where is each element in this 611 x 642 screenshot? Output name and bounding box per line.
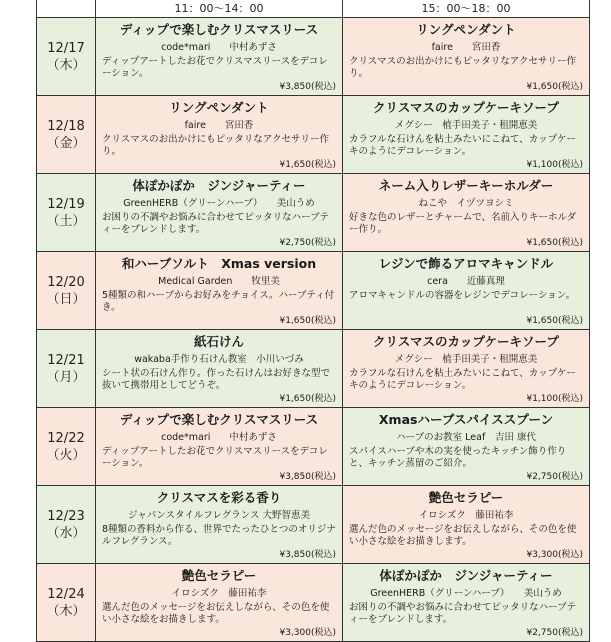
pm-workshop-cell (343, 564, 589, 641)
am-workshop-cell (96, 18, 343, 95)
date-cell (37, 18, 96, 95)
workshop-description: アロマキャンドルの容器をレジンでデコレーション。 (349, 290, 576, 301)
workshop-description: 好きな色のレザーとチャームで、名前入りキーホルダー作り。 (349, 212, 577, 235)
workshop-description: シート状の石けん作り。作った石けんはお好きな型で抜いて携帯用としてどうぞ。 (102, 368, 331, 391)
date-label: 12/17 (47, 40, 85, 56)
workshop-price: ¥3,300(税込) (279, 628, 336, 638)
workshop-instructor: ハーブのお教室 Leaf 吉田 康代 (396, 432, 536, 443)
header-date-column (37, 0, 96, 17)
workshop-description: ディップアートしたお花でクリスマスリースをデコレーション。 (102, 446, 328, 469)
date-cell (37, 330, 96, 407)
workshop-instructor: イロシズク 藤田祐李 (171, 588, 267, 599)
workshop-price: ¥1,650(税込) (279, 160, 336, 170)
date-cell (37, 96, 96, 173)
table-row (37, 564, 589, 642)
workshop-price: ¥2,750(税込) (526, 628, 583, 638)
workshop-title: 体ぽかぽか ジンジャーティー (132, 178, 306, 193)
workshop-price: ¥3,300(税込) (526, 550, 583, 560)
workshop-description: 8種類の香料から作る、世界でたったひとつのオリジナルフレグランス。 (102, 524, 336, 547)
table-row (37, 18, 589, 96)
table-header (37, 0, 589, 18)
workshop-instructor: faire 宮田香 (184, 120, 254, 131)
pm-workshop-cell (343, 18, 589, 95)
workshop-price: ¥3,850(税込) (279, 550, 336, 560)
am-workshop-cell (96, 174, 343, 251)
workshop-instructor: faire 宮田香 (431, 42, 501, 53)
date-label: 12/22 (47, 430, 85, 446)
workshop-title: レジンで飾るアロマキャンドル (378, 256, 554, 271)
date-label: 12/19 (47, 196, 85, 212)
weekday-label: （水） (46, 525, 86, 541)
workshop-price: ¥2,750(税込) (279, 238, 336, 248)
workshop-instructor: GreenHERB（グリーンハーブ） 美山うめ (370, 588, 562, 599)
pm-workshop-cell (343, 486, 589, 563)
workshop-price: ¥1,650(税込) (279, 316, 336, 326)
workshop-title: Xmasハーブスパイススプーン (378, 412, 554, 427)
workshop-instructor: GreenHERB（グリーンハーブ） 美山うめ (123, 198, 315, 209)
workshop-description: カラフルな石けんを粘土みたいにこねて、カップケーキのようにデコレーション。 (349, 134, 576, 157)
workshop-description: クリスマスのお出かけにもピッタリなアクセサリー作り。 (349, 56, 576, 79)
date-label: 12/21 (47, 352, 85, 368)
date-label: 12/24 (47, 586, 85, 602)
workshop-price: ¥1,650(税込) (279, 394, 336, 404)
pm-workshop-cell (343, 174, 589, 251)
table-row (37, 96, 589, 174)
workshop-title: 艶色セラピー (181, 568, 257, 583)
workshop-description: 5種類の和ハーブからお好みをチョイス。ハーブティ付き。 (102, 290, 335, 313)
workshop-instructor: code*mari 中村あずさ (161, 432, 277, 443)
workshop-price: ¥1,100(税込) (526, 394, 583, 404)
workshop-instructor: メグシー 植手田美子・租開恵美 (394, 120, 538, 131)
date-cell (37, 174, 96, 251)
schedule-table (36, 0, 590, 642)
am-workshop-cell (96, 564, 343, 641)
pm-workshop-cell (343, 330, 589, 407)
workshop-instructor: cera 近藤真理 (427, 276, 505, 287)
workshop-description: スパイスハーブや木の実を使ったキッチン飾り作りと、キッチン蒸留のご紹介。 (349, 446, 567, 469)
am-time-header: 11：00～14：00 (96, 0, 343, 17)
weekday-label: （木） (46, 603, 86, 619)
workshop-title: 和ハーブソルト Xmas version (121, 256, 317, 271)
am-workshop-cell (96, 252, 343, 329)
workshop-title: クリスマスのカップケーキソープ (373, 334, 559, 349)
weekday-label: （日） (46, 291, 86, 307)
date-label: 12/20 (47, 274, 85, 290)
table-row (37, 330, 589, 408)
weekday-label: （土） (46, 213, 86, 229)
workshop-instructor: ジャパンスタイルフレグランス 大野智恵美 (127, 510, 310, 521)
am-workshop-cell (96, 408, 343, 485)
workshop-price: ¥1,650(税込) (526, 82, 583, 92)
date-label: 12/18 (47, 118, 85, 134)
workshop-description: 選んだ色のメッセージをお伝えしながら、その色を使い小さな絵をお描きします。 (102, 602, 330, 625)
weekday-label: （火） (46, 447, 86, 463)
workshop-description: お困りの不調やお悩みに合わせてピッタリなハーブティーをブレンドします。 (102, 212, 330, 235)
date-cell (37, 252, 96, 329)
workshop-price: ¥1,650(税込) (526, 238, 583, 248)
table-row (37, 174, 589, 252)
workshop-instructor: メグシー 植手田美子・租開恵美 (394, 354, 538, 365)
date-label: 12/23 (47, 508, 85, 524)
workshop-description: 選んだ色のメッセージをお伝えしながら、その色を使い小さな絵をお描きします。 (349, 524, 577, 547)
date-cell (37, 564, 96, 641)
workshop-instructor: wakaba手作り石けん教室 小川いづみ (134, 354, 304, 365)
workshop-title: ディップで楽しむクリスマスリース (119, 22, 319, 37)
pm-workshop-cell (343, 408, 589, 485)
am-workshop-cell (96, 330, 343, 407)
workshop-title: 紙石けん (193, 334, 244, 349)
workshop-instructor: code*mari 中村あずさ (161, 42, 277, 53)
workshop-description: お困りの不調やお悩みに合わせてピッタリなハーブティーをブレンドします。 (349, 602, 577, 625)
workshop-instructor: イロシズク 藤田祐李 (418, 510, 514, 521)
workshop-price: ¥3,850(税込) (279, 472, 336, 482)
pm-time-header: 15：00～18：00 (421, 2, 511, 15)
workshop-price: ¥1,100(税込) (526, 160, 583, 170)
am-workshop-cell (96, 486, 343, 563)
table-row (37, 408, 589, 486)
pm-workshop-cell (343, 96, 589, 173)
workshop-instructor: ねこや イヅツヨシミ (418, 198, 514, 209)
workshop-title: クリスマスを彩る香り (156, 490, 282, 505)
workshop-title: リングペンダント (169, 100, 269, 115)
workshop-description: カラフルな石けんを粘土みたいにこねて、カップケーキのようにデコレーション。 (349, 368, 576, 391)
table-row (37, 486, 589, 564)
workshop-price: ¥3,850(税込) (279, 82, 336, 92)
workshop-title: ディップで楽しむクリスマスリース (119, 412, 319, 427)
date-cell (37, 486, 96, 563)
weekday-label: （木） (46, 57, 86, 73)
weekday-label: （金） (46, 135, 86, 151)
pm-workshop-cell (343, 252, 589, 329)
workshop-title: クリスマスのカップケーキソープ (373, 100, 559, 115)
workshop-description: クリスマスのお出かけにもピッタリなアクセサリー作り。 (102, 134, 329, 157)
workshop-price: ¥2,750(税込) (526, 472, 583, 482)
table-row (37, 252, 589, 330)
workshop-title: 艶色セラピー (428, 490, 504, 505)
workshop-price: ¥1,650(税込) (526, 316, 583, 326)
date-cell (37, 408, 96, 485)
workshop-title: リングペンダント (416, 22, 516, 37)
weekday-label: （月） (46, 369, 86, 385)
am-workshop-cell (96, 96, 343, 173)
workshop-title: ネーム入りレザーキーホルダー (378, 178, 554, 193)
workshop-instructor: Medical Garden 牧里美 (158, 276, 280, 287)
workshop-description: ディップアートしたお花でクリスマスリースをデコレーション。 (102, 56, 328, 79)
workshop-title: 体ぽかぽか ジンジャーティー (379, 568, 553, 583)
